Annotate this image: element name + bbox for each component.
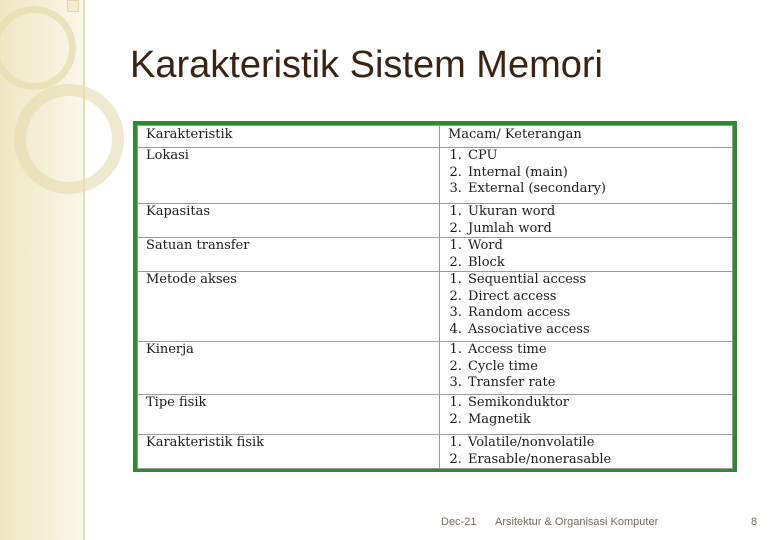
footer-course-title: Arsitektur & Organisasi Komputer <box>495 516 659 528</box>
row-item: 2. Internal (main) <box>466 165 732 182</box>
row-label: Kinerja <box>138 342 440 395</box>
characteristics-table-frame <box>133 121 737 472</box>
row-item: 1. Sequential access <box>466 272 732 289</box>
table-row <box>138 148 733 204</box>
decorative-ring <box>0 6 76 90</box>
row-item: 4. Associative access <box>466 322 732 339</box>
slide-number: 8 <box>751 516 758 528</box>
table-row <box>138 395 733 435</box>
row-item: 2. Magnetik <box>466 412 732 429</box>
row-item: 2. Cycle time <box>466 359 732 376</box>
row-item: 2. Direct access <box>466 289 732 306</box>
row-item: 1. Volatile/nonvolatile <box>466 435 732 452</box>
row-label: Lokasi <box>138 148 440 204</box>
row-item: 1. Word <box>466 238 732 255</box>
table-header-row <box>138 126 733 148</box>
row-item: 1. Semikonduktor <box>466 395 732 412</box>
row-items <box>440 395 733 435</box>
row-item: 2. Block <box>466 255 732 272</box>
table-row <box>138 272 733 342</box>
slide-title: Karakteristik Sistem Memori <box>130 44 603 86</box>
table-row <box>138 204 733 238</box>
row-item: 1. CPU <box>466 148 732 165</box>
row-label: Karakteristik fisik <box>138 435 440 469</box>
row-label: Satuan transfer <box>138 238 440 272</box>
row-label: Kapasitas <box>138 204 440 238</box>
row-item: 3. External (secondary) <box>466 181 732 198</box>
footer-date: Dec-21 <box>441 516 477 528</box>
decorative-side-band <box>0 0 85 540</box>
row-items <box>440 435 733 469</box>
characteristics-table <box>137 125 733 469</box>
row-label: Tipe fisik <box>138 395 440 435</box>
column-header-description: Macam/ Keterangan <box>440 126 733 148</box>
row-item: 2. Jumlah word <box>466 221 732 238</box>
row-items <box>440 204 733 238</box>
row-item: 3. Random access <box>466 305 732 322</box>
row-items <box>440 342 733 395</box>
row-item: 1. Ukuran word <box>466 204 732 221</box>
table-row <box>138 435 733 469</box>
table-row <box>138 238 733 272</box>
row-item: 3. Transfer rate <box>466 375 732 392</box>
row-label: Metode akses <box>138 272 440 342</box>
table-row <box>138 342 733 395</box>
row-items <box>440 272 733 342</box>
row-item: 2. Erasable/nonerasable <box>466 452 732 469</box>
decorative-square <box>67 0 79 12</box>
decorative-ring <box>14 84 124 194</box>
row-items <box>440 238 733 272</box>
column-header-characteristic: Karakteristik <box>138 126 440 148</box>
row-item: 1. Access time <box>466 342 732 359</box>
row-items <box>440 148 733 204</box>
